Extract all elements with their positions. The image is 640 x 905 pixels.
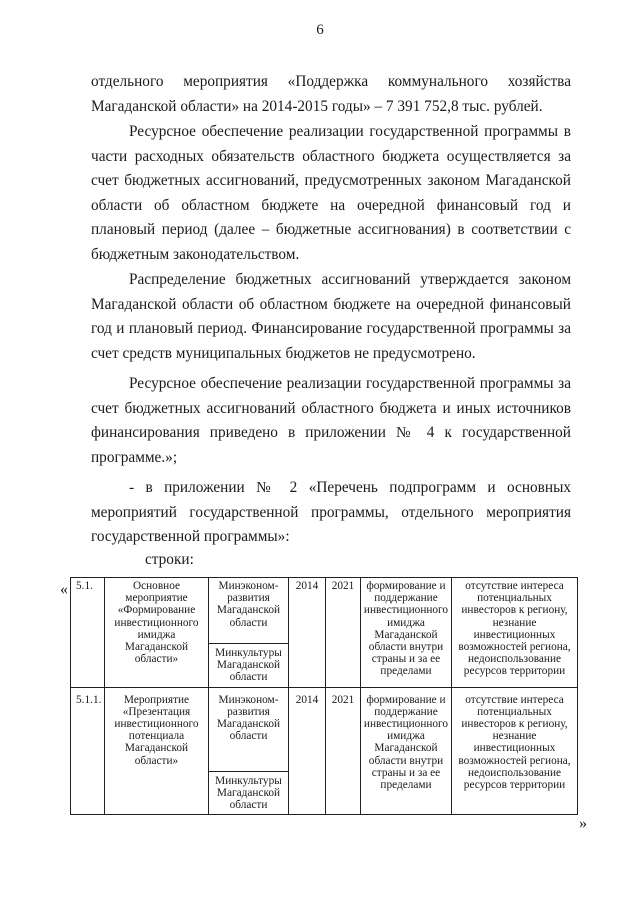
executors-cell <box>209 687 289 815</box>
lines-label: строки: <box>145 551 194 568</box>
expected-result: формирование и поддержание инвестиционного имиджа Магаданской области внутри страны и за ее пределами <box>361 687 452 815</box>
consequences: отсутствие интереса потенциальных инвесторов к региону, незнание инвестиционных возможностей региона, недоиспользование ресурсов территории <box>452 578 578 688</box>
executors-cell <box>209 578 289 688</box>
executor-secondary: Минкультуры Магаданской области <box>215 774 282 812</box>
executor-primary: Минэконом-развития Магаданской области <box>209 578 288 644</box>
executor-secondary: Минкультуры Магаданской области <box>215 647 282 684</box>
paragraph-3: Распределение бюджетных ассигнований утверждается законом Магаданской области об областном бюджете на очередной финансовый год и плановый период. Финансирование государственной программы за счет средств муниципальных бюджетов не предусмотрено. <box>91 271 571 362</box>
paragraph-4: Ресурсное обеспечение реализации государственной программы за счет бюджетных ассигнований областного бюджета и иных источников финансирования приведено в приложении № 4 к государственной программе.»; <box>91 375 571 466</box>
page-number: 6 <box>316 22 324 38</box>
row-number: 5.1.1. <box>71 687 105 815</box>
consequences: отсутствие интереса потенциальных инвесторов к региону, незнание инвестиционных возможностей региона, недоиспользование ресурсов территории <box>452 687 578 815</box>
start-year: 2014 <box>289 687 326 815</box>
close-quote: » <box>579 815 587 832</box>
table-row <box>71 687 578 815</box>
paragraph-1: отдельного мероприятия «Поддержка коммунального хозяйства Магаданской области» на 2014-2015 годы» – 7 391 752,8 тыс. рублей. <box>91 73 571 115</box>
start-year: 2014 <box>289 578 326 688</box>
activity-name: Мероприятие «Презентация инвестиционного потенциала Магаданской области» <box>105 687 209 815</box>
program-table <box>70 577 578 815</box>
end-year: 2021 <box>326 687 361 815</box>
expected-result: формирование и поддержание инвестиционного имиджа Магаданской области внутри страны и за ее пределами <box>361 578 452 688</box>
activity-name: Основное мероприятие «Формирование инвестиционного имиджа Магаданской области» <box>105 578 209 688</box>
table-row <box>71 578 578 688</box>
executor-primary: Минэконом-развития Магаданской области <box>209 688 288 772</box>
paragraph-2: Ресурсное обеспечение реализации государственной программы в части расходных обязательств областного бюджета осуществляется за счет бюджетных ассигнований, предусмотренных законом Магаданской области об областном бюджете на очередной финансовый год и плановый период (далее – бюджетные ассигнования) в соответствии с бюджетным законодательством. <box>91 123 571 263</box>
paragraph-5: - в приложении № 2 «Перечень подпрограмм и основных мероприятий государственной программы, отдельного мероприятия государственной программы»: <box>91 479 571 545</box>
row-number: 5.1. <box>71 578 105 688</box>
open-quote: « <box>60 581 68 598</box>
end-year: 2021 <box>326 578 361 688</box>
